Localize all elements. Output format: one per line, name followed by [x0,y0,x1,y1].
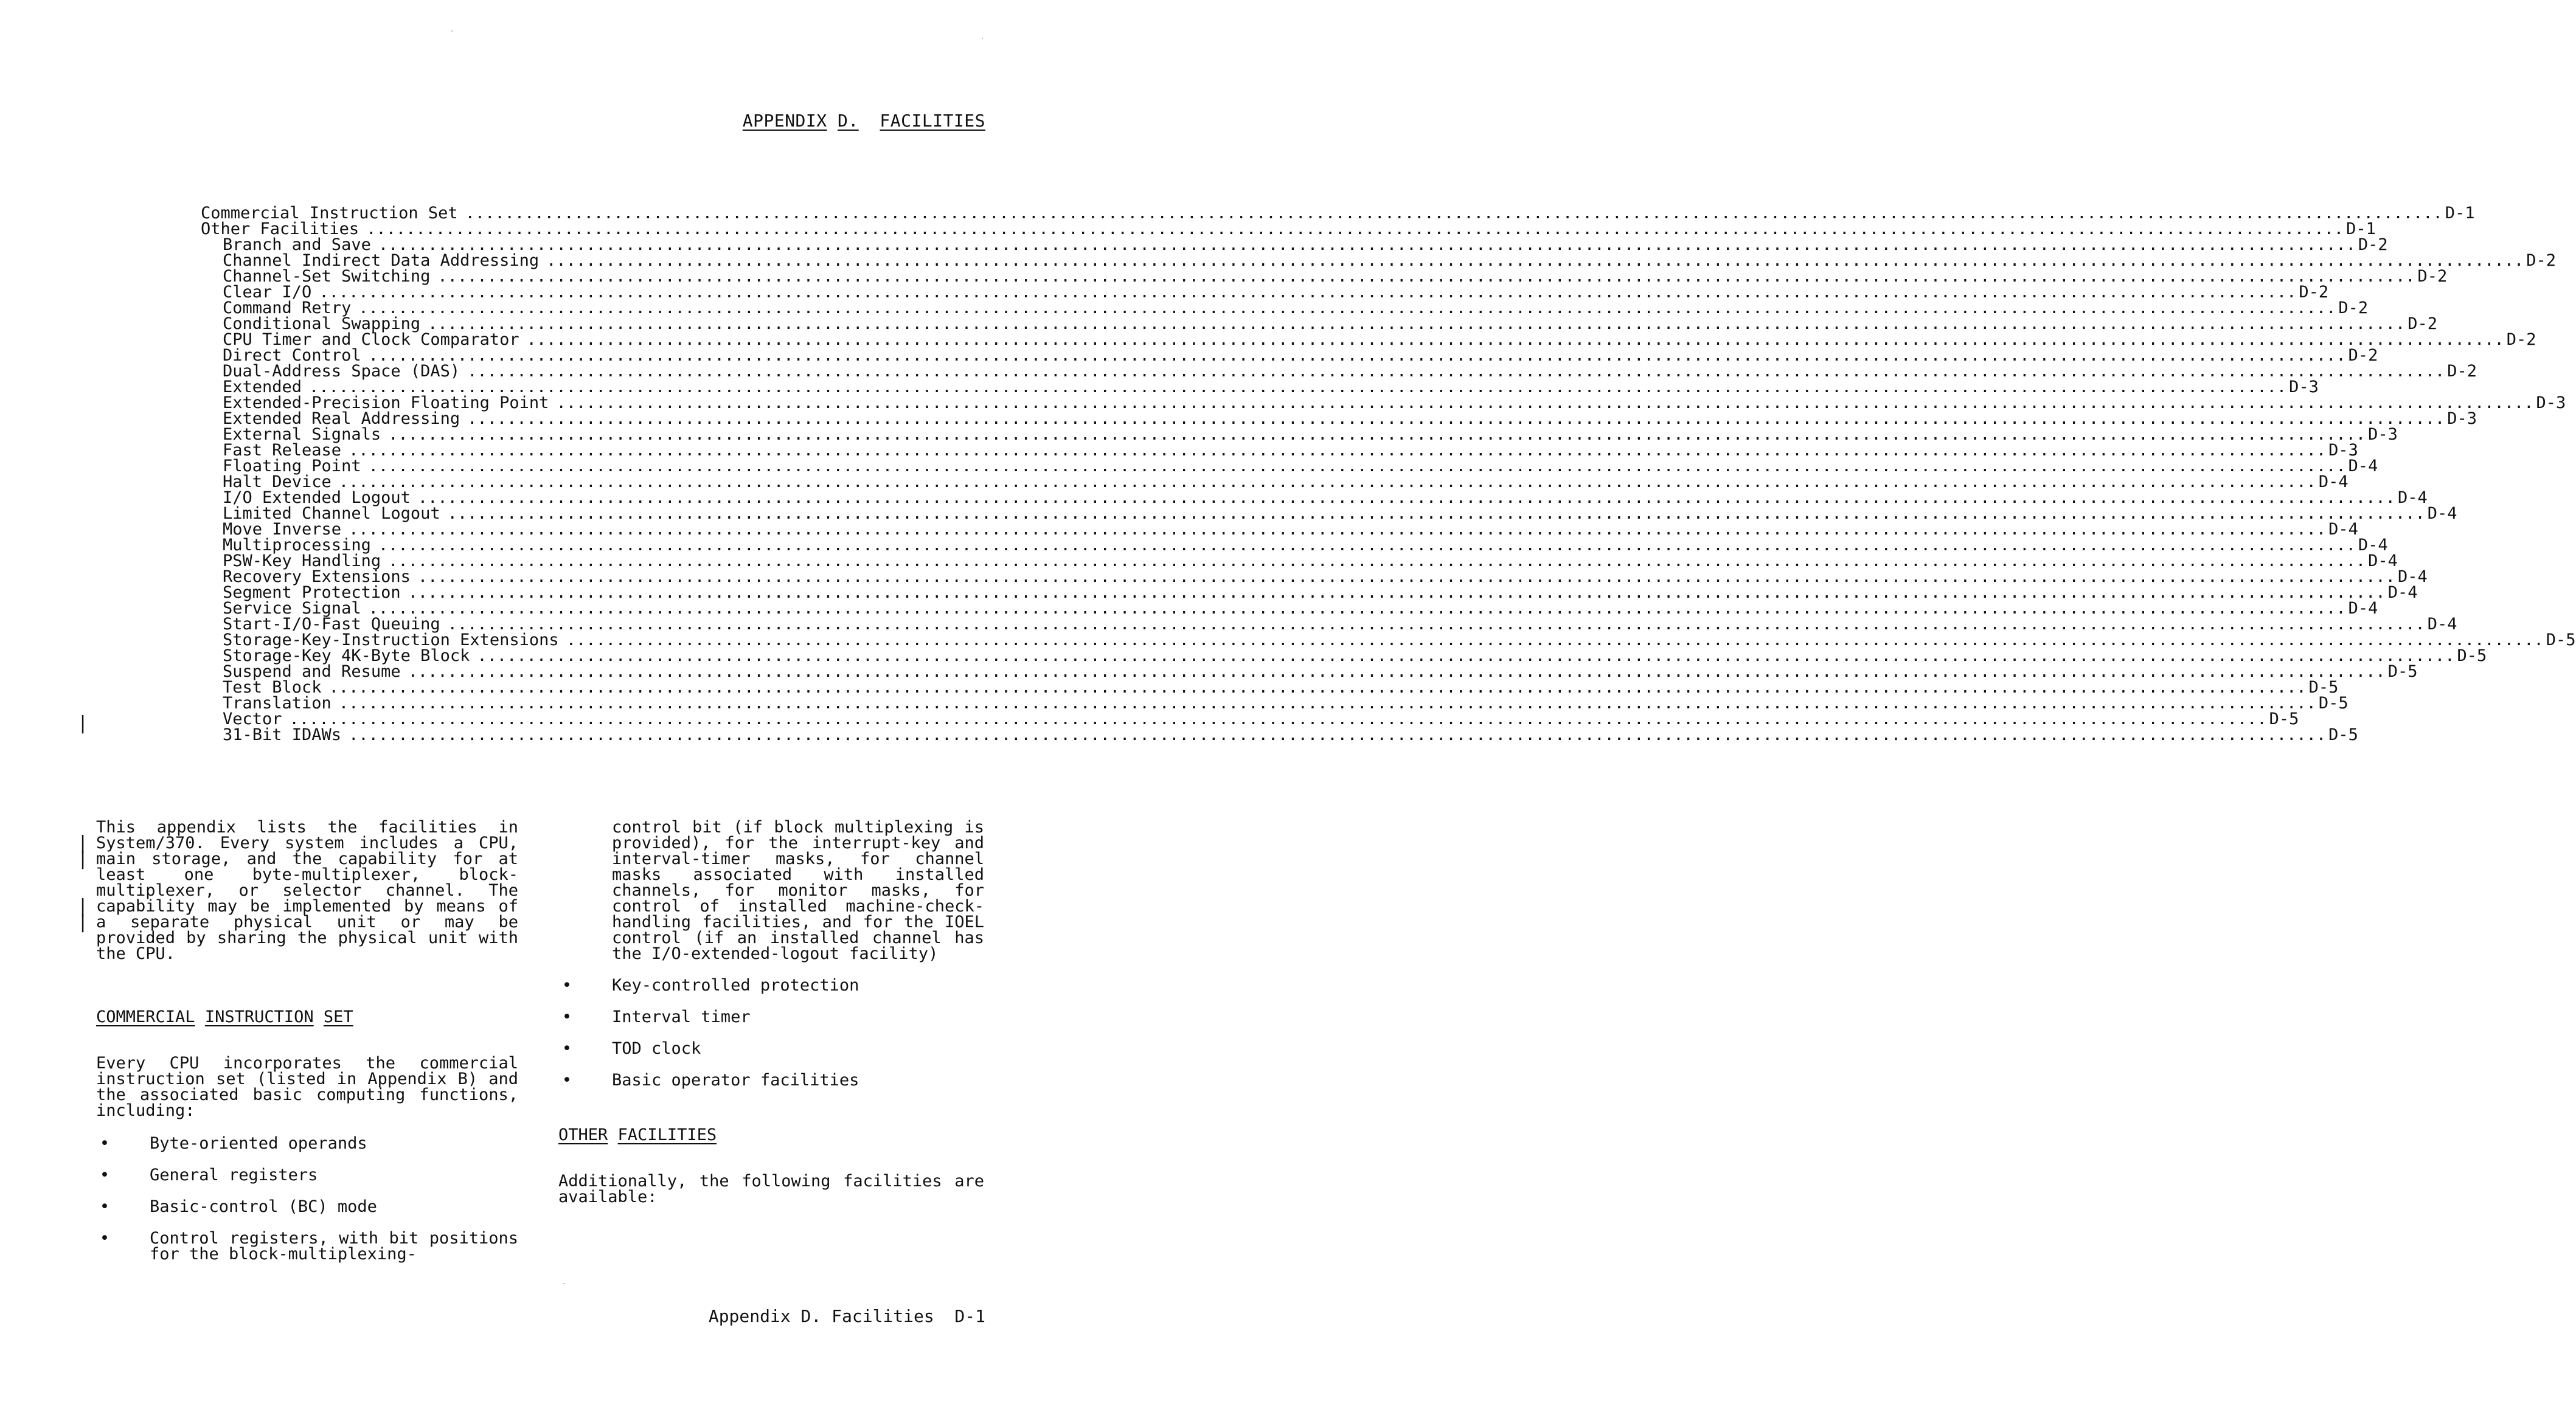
toc-entry-page: D-2 [2348,346,2378,365]
toc-entry-page: D-2 [2338,299,2369,317]
scan-speck [982,38,983,39]
toc-entry-page: D-2 [2299,283,2329,302]
toc-leader-dots: ........................................................................................................................................................................................................ [368,457,2346,475]
toc-leader-dots: ........................................................................................................................................................................................................ [388,552,2366,570]
bullet-icon: • [562,1039,572,1058]
toc-leader-dots: ........................................................................................................................................................................................................ [467,362,2445,381]
toc-entry-label: Halt Device [223,472,332,491]
table-of-contents [201,204,2576,744]
continuation-paragraph: control bit (if block multiplexing is provided), for the interrupt-key and interval-timer masks, for channel masks associated with installed channels, for monitor masks, for control of installed machine-check-handling facilities, and for the IOEL control (if an installed channel has the I/O-extended-logout facility) [612,818,984,963]
bullet-icon: • [562,1071,572,1090]
toc-leader-dots: ........................................................................................................................................................................................................ [428,314,2406,333]
toc-entry-page: D-2 [2358,235,2388,254]
bullet-icon: • [562,1008,572,1026]
change-bar: | [80,713,86,734]
section-title-other: OTHER FACILITIES [558,1126,717,1144]
toc-entry-page: D-4 [2368,552,2398,570]
toc-entry [201,725,2358,744]
toc-entry-label: Service Signal [223,599,361,618]
toc-leader-dots: ........................................................................................................................................................................................................ [556,393,2534,412]
bullet-icon: • [562,976,572,995]
commercial-bullet-list [96,1136,518,1262]
list-item: • Basic operator facilities [562,1071,859,1090]
toc-entry-label: Other Facilities [201,220,359,238]
toc-entry-label: Start-I/O-Fast Queuing [223,615,440,634]
scan-speck [563,1283,564,1284]
toc-leader-dots: ........................................................................................................................................................................................................ [447,504,2425,523]
toc-entry-page: D-5 [2387,662,2418,681]
change-bar: | [80,911,86,933]
toc-entry-label: Translation [223,694,332,713]
bullet-icon: • [100,1229,109,1248]
toc-entry-page: D-4 [2397,488,2428,507]
toc-leader-dots: ........................................................................................................................................................................................................ [338,472,2316,491]
toc-entry-page: D-4 [2427,615,2457,634]
section-title-commercial: COMMERCIAL INSTRUCTION SET [96,1008,353,1026]
page-footer: Appendix D. Facilities D-1 [708,1306,985,1326]
toc-entry-page: D-4 [2348,599,2378,618]
toc-entry-label: 31-Bit IDAWs [223,725,342,744]
toc-entry-page: D-3 [2328,441,2358,460]
toc-entry-page: D-2 [2408,314,2437,333]
toc-leader-dots: ........................................................................................................................................................................................................ [388,425,2366,444]
toc-leader-dots: ........................................................................................................................................................................................................ [349,725,2327,744]
header-letter: D. [837,111,859,131]
toc-leader-dots: ........................................................................................................................................................................................................ [378,235,2356,254]
toc-entry-label: Limited Channel Logout [223,504,440,523]
toc-entry-label: Extended Real Addressing [223,409,460,428]
toc-leader-dots: ........................................................................................................................................................................................................ [566,631,2544,649]
toc-leader-dots: ........................................................................................................................................................................................................ [368,599,2346,618]
toc-entry-page: D-3 [2536,393,2566,412]
toc-leader-dots: ........................................................................................................................................................................................................ [526,330,2504,349]
toc-entry-label: PSW-Key Handling [223,552,381,570]
toc-entry-page: D-3 [2447,409,2477,428]
toc-leader-dots: ........................................................................................................................................................................................................ [289,710,2267,728]
toc-leader-dots: ........................................................................................................................................................................................................ [546,251,2524,270]
toc-entry-label: Fast Release [223,441,342,460]
toc-entry-page: D-3 [2289,378,2319,396]
header-title: FACILITIES [880,111,985,131]
toc-entry-page: D-5 [2318,694,2349,713]
toc-leader-dots: ........................................................................................................................................................................................................ [358,299,2336,317]
list-item: • Basic-control (BC) mode [100,1197,377,1216]
bullet-icon: • [100,1197,109,1216]
toc-leader-dots: ........................................................................................................................................................................................................ [408,662,2386,681]
toc-entry-page: D-4 [2348,457,2378,475]
toc-entry-page: D-2 [2506,330,2536,349]
toc-entry-label: Storage-Key-Instruction Extensions [223,631,559,649]
toc-leader-dots: ........................................................................................................................................................................................................ [437,267,2415,286]
toc-entry-label: Storage-Key 4K-Byte Block [223,646,470,665]
toc-entry-label: Clear I/O [223,283,312,302]
right-column [558,820,984,1205]
toc-leader-dots: ........................................................................................................................................................................................................ [368,346,2346,365]
change-bar: | [80,896,86,917]
toc-entry-label: Channel Indirect Data Addressing [223,251,540,270]
toc-entry-label: Recovery Extensions [223,567,411,586]
toc-entry-page: D-2 [2417,267,2448,286]
toc-leader-dots: ........................................................................................................................................................................................................ [477,646,2455,665]
toc-entry-label: Channel-Set Switching [223,267,431,286]
right-bullet-list [558,978,984,1088]
bullet-icon: • [100,1134,109,1153]
toc-entry-label: External Signals [223,425,381,444]
toc-entry-label: Conditional Swapping [223,314,421,333]
toc-entry-page: D-2 [2447,362,2477,381]
toc-entry-label: Extended [223,378,302,396]
toc-entry-page: D-4 [2358,536,2388,555]
toc-entry-page: D-5 [2328,725,2358,744]
left-column [96,820,518,1278]
toc-leader-dots: ........................................................................................................................................................................................................ [349,520,2327,539]
toc-leader-dots: ........................................................................................................................................................................................................ [328,678,2307,697]
header-appendix: APPENDIX [742,111,827,131]
page-header [743,111,985,131]
toc-entry-page: D-5 [2457,646,2487,665]
list-item: • Interval timer [562,1008,751,1026]
toc-leader-dots: ........................................................................................................................................................................................................ [378,536,2356,555]
toc-entry-label: Extended-Precision Floating Point [223,393,549,412]
toc-leader-dots: ........................................................................................................................................................................................................ [309,378,2287,396]
toc-entry-page: D-5 [2308,678,2339,697]
toc-entry-label: CPU Timer and Clock Comparator [223,330,519,349]
toc-entry-page: D-3 [2368,425,2398,444]
toc-leader-dots: ........................................................................................................................................................................................................ [467,409,2445,428]
toc-leader-dots: ........................................................................................................................................................................................................ [417,488,2395,507]
toc-entry-page: D-5 [2269,710,2299,728]
toc-leader-dots: ........................................................................................................................................................................................................ [349,441,2327,460]
toc-entry-page: D-1 [2445,204,2475,223]
toc-entry-page: D-5 [2546,631,2576,649]
toc-entry-page: D-4 [2387,583,2418,602]
commercial-paragraph: Every CPU incorporates the commercial instruction set (listed in Appendix B) and the associated basic computing functions, including: [96,1054,518,1120]
toc-entry-label: Test Block [223,678,322,697]
toc-leader-dots: ........................................................................................................................................................................................................ [366,220,2344,238]
toc-leader-dots: ........................................................................................................................................................................................................ [465,204,2443,223]
toc-entry-label: I/O Extended Logout [223,488,411,507]
toc-entry-page: D-4 [2397,567,2428,586]
toc-leader-dots: ........................................................................................................................................................................................................ [338,694,2316,713]
other-paragraph: Additionally, the following facilities are available: [558,1172,984,1206]
list-item: • Control registers, with bit positions for the block-multiplexing- [100,1229,518,1264]
toc-entry-label: Move Inverse [223,520,342,539]
toc-leader-dots: ........................................................................................................................................................................................................ [319,283,2297,302]
list-item: • Byte-oriented operands [100,1134,367,1153]
list-item: • TOD clock [562,1039,701,1058]
change-bar: | [80,848,86,870]
toc-entry-page: D-4 [2318,472,2349,491]
toc-entry-label: Commercial Instruction Set [201,204,458,223]
toc-leader-dots: ........................................................................................................................................................................................................ [447,615,2425,634]
toc-entry-label: Multiprocessing [223,536,371,555]
toc-entry-label: Segment Protection [223,583,401,602]
list-item: • General registers [100,1166,318,1184]
toc-entry-page: D-4 [2427,504,2457,523]
toc-entry-page: D-1 [2346,220,2376,238]
toc-leader-dots: ........................................................................................................................................................................................................ [408,583,2386,602]
toc-entry-label: Direct Control [223,346,361,365]
list-item: • Key-controlled protection [562,976,859,995]
toc-leader-dots: ........................................................................................................................................................................................................ [417,567,2395,586]
bullet-icon: • [100,1166,109,1184]
toc-entry-label: Suspend and Resume [223,662,401,681]
toc-entry-label: Floating Point [223,457,361,475]
toc-entry-page: D-4 [2328,520,2358,539]
change-bar: | [80,832,86,854]
toc-entry-label: Branch and Save [223,235,371,254]
toc-entry-page: D-2 [2526,251,2557,270]
intro-paragraph: This appendix lists the facilities in System/370. Every system includes a CPU, main storage, and the capability for at least one byte-multiplexer, block-multiplexer, or selector channel. The capability may be implemented by means of a separate physical unit or may be provided by sharing the physical unit with the CPU. [96,818,518,963]
toc-entry-label: Vector [223,710,282,728]
scan-speck [451,30,453,32]
toc-entry-label: Command Retry [223,299,352,317]
toc-entry-label: Dual-Address Space (DAS) [223,362,460,381]
